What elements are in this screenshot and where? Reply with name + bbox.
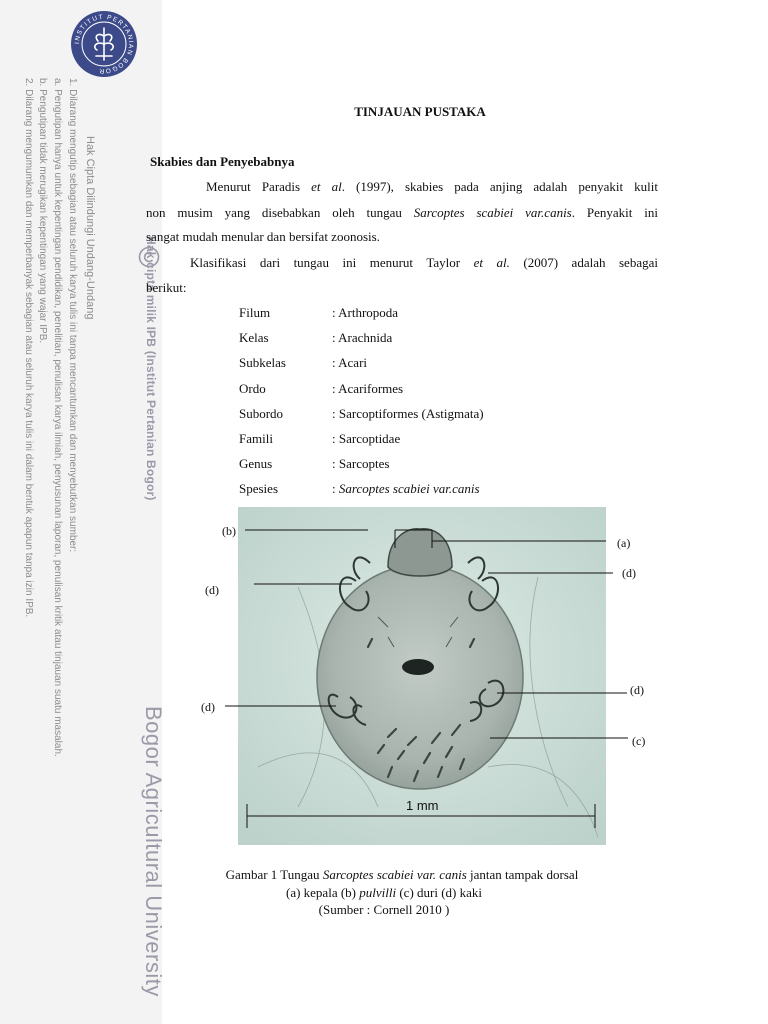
university-watermark: Bogor Agricultural University bbox=[141, 706, 166, 997]
label-a: (a) bbox=[617, 536, 631, 550]
logo-text: INSTITUT PERTANIAN BOGOR bbox=[73, 13, 135, 75]
label-d-bottom-right: (d) bbox=[630, 683, 644, 697]
paragraph-2-line-1: Klasifikasi dari tungau ini menurut Taylor et al. (2007) adalah sebagai bbox=[190, 255, 658, 270]
ipb-logo bbox=[70, 10, 138, 78]
taxonomy-row: Genus : Sarcoptes bbox=[239, 456, 390, 472]
taxonomy-row: Filum : Arthropoda bbox=[239, 305, 399, 320]
copyright-rule-2: 2. Dilarang mengumumkan dan memperbanyak sebagian atau seluruh karya tulis ini dalam bentuk apapun tanpa izin IPB. bbox=[23, 78, 34, 618]
taxonomy-list bbox=[239, 305, 559, 507]
copyright-owner: Hak cipta milik IPB (Institut Pertanian Bogor) bbox=[144, 236, 158, 501]
taxonomy-row: Famili : Sarcoptidae bbox=[239, 430, 401, 446]
section-heading: Skabies dan Penyebabnya bbox=[150, 154, 295, 169]
figure-caption: Gambar 1 Tungau Sarcoptes scabiei var. canis jantan tampak dorsal (a) kepala (b) pulvilli (c) duri (d) kaki (Sumber : Cornell 2010 ) bbox=[225, 867, 579, 917]
taxonomy-row: Kelas : Arachnida bbox=[239, 330, 393, 346]
copyright-rule-1b: b. Pengutipan tidak merugikan kepentingan yang wajar IPB. bbox=[37, 78, 48, 344]
copyright-title: Hak Cipta Dilindungi Undang-Undang bbox=[84, 136, 96, 320]
taxonomy-row: Ordo : Acariformes bbox=[239, 380, 404, 396]
label-d-top-left: (d) bbox=[205, 583, 219, 597]
copyright-rule-1: 1. Dilarang mengutip sebagian atau seluruh karya tulis ini tanpa mencantumkan dan menyebutkan sumber: bbox=[67, 78, 78, 553]
taxonomy-row: Subkelas : Acari bbox=[239, 355, 368, 371]
paragraph-1-line-2: non musim yang disebabkan oleh tungau Sarcoptes scabiei var.canis. Penyakit ini bbox=[146, 205, 658, 220]
copyright-rule-1a: a. Pengutipan hanya untuk kepentingan pendidikan, penelitian, penulisan karya ilmiah, penyusunan laporan, penulisan kritik atau tinjauan suatu masalah. bbox=[52, 78, 63, 757]
label-d-top-right: (d) bbox=[622, 566, 636, 580]
page-title: TINJAUAN PUSTAKA bbox=[354, 104, 486, 119]
label-b: (b) bbox=[222, 524, 236, 538]
paragraph-2-line-2: berikut: bbox=[146, 280, 187, 295]
taxonomy-row: Subordo : Sarcoptiformes (Astigmata) bbox=[239, 405, 484, 421]
mite-micrograph bbox=[238, 507, 606, 845]
paragraph-1-line-1: Menurut Paradis et al. (1997), skabies pada anjing adalah penyakit kulit bbox=[206, 179, 658, 194]
label-d-bottom-left: (d) bbox=[201, 700, 215, 714]
taxonomy-row: Spesies : Sarcoptes scabiei var.canis bbox=[239, 481, 480, 497]
label-c: (c) bbox=[632, 734, 646, 748]
paragraph-1-line-3: sangat mudah menular dan bersifat zoonosis. bbox=[146, 229, 380, 244]
scale-bar-label: 1 mm bbox=[406, 798, 439, 813]
